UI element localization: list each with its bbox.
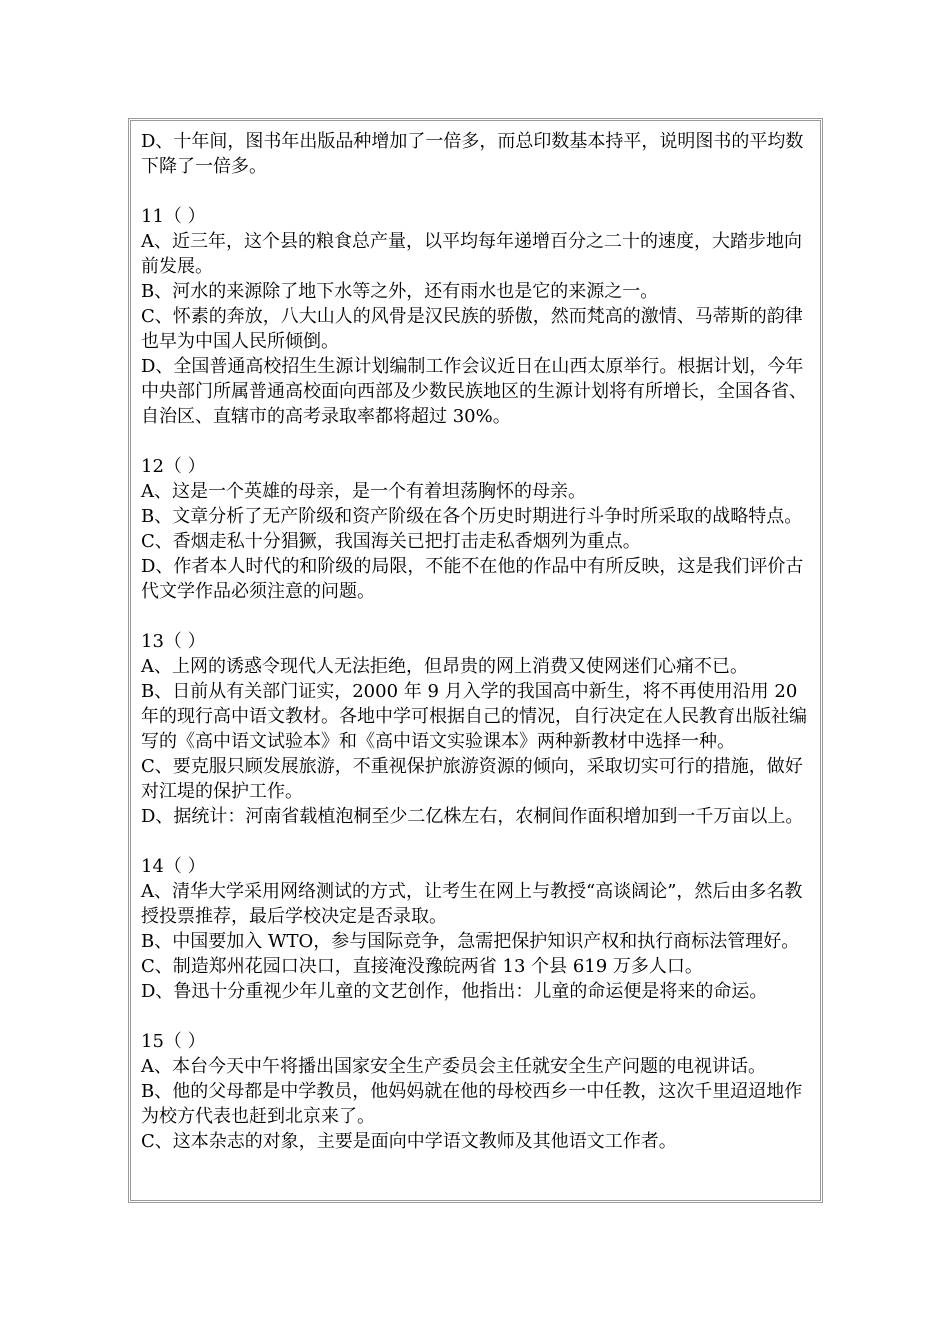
option-d: D、作者本人时代的和阶级的局限，不能不在他的作品中有所反映，这是我们评价古代文学作品必须注意的问题。 [141,556,804,602]
option-b: B、文章分析了无产阶级和资产阶级在各个历史时期进行斗争时所采取的战略特点。 [141,506,803,527]
option-a: A、上网的诱惑令现代人无法拒绝，但昂贵的网上消费又使网迷们心痛不已。 [141,656,748,677]
option-a: A、这是一个英雄的母亲，是一个有着坦荡胸怀的母亲。 [141,481,586,502]
option-c: C、要克服只顾发展旅游，不重视保护旅游资源的倾向，采取切实可行的措施，做好对江堤的保护工作。 [141,756,803,802]
question-12 [141,454,813,604]
question-13 [141,629,813,829]
option-b: B、他的父母都是中学教员，他妈妈就在他的母校西乡一中任教，这次千里迢迢地作为校方代表也赶到北京来了。 [141,1081,803,1127]
spacer [141,429,813,454]
option-a: A、近三年，这个县的粮食总产量，以平均每年递增百分之二十的速度，大踏步地向前发展。 [141,231,802,277]
option-b: B、日前从有关部门证实，2000 年 9 月入学的我国高中新生，将不再使用沿用 20 年的现行高中语文教材。各地中学可根据自己的情况，自行决定在人民教育出版社编写的《高中语文试验本》和《高中语文实验课本》两种新教材中选择一种。 [141,681,807,752]
question-number: 15（ ） [141,1031,206,1052]
option-c: C、制造郑州花园口决口，直接淹没豫皖两省 13 个县 619 万多人口。 [141,956,703,977]
option-a: A、本台今天中午将播出国家安全生产委员会主任就安全生产问题的电视讲话。 [141,1056,766,1077]
question-number: 12（ ） [141,456,206,477]
option-d: D、全国普通高校招生生源计划编制工作会议近日在山西太原举行。根据计划，今年中央部门所属普通高校面向西部及少数民族地区的生源计划将有所增长，全国各省、自治区、直辖市的高考录取率都将超过 30%。 [141,356,807,427]
document-frame [128,118,823,1203]
option-b: B、中国要加入 WTO，参与国际竞争，急需把保护知识产权和执行商标法管理好。 [141,931,800,952]
question-number: 11（ ） [141,206,206,227]
document-body [141,129,813,1154]
spacer [141,604,813,629]
lead-option-d: D、十年间，图书年出版品种增加了一倍多，而总印数基本持平，说明图书的平均数下降了一倍多。 [141,131,804,177]
spacer [141,1004,813,1029]
question-number: 13（ ） [141,631,206,652]
question-11 [141,204,813,429]
option-c: C、这本杂志的对象，主要是面向中学语文教师及其他语文工作者。 [141,1131,677,1152]
question-15 [141,1029,813,1154]
option-d: D、据统计：河南省载植泡桐至少二亿株左右，农桐间作面积增加到一千万亩以上。 [141,806,804,827]
option-a: A、清华大学采用网络测试的方式，让考生在网上与教授“高谈阔论”，然后由多名教授投票推荐，最后学校决定是否录取。 [141,881,803,927]
spacer [141,179,813,204]
option-c: C、怀素的奔放，八大山人的风骨是汉民族的骄傲，然而梵高的激情、马蒂斯的韵律也早为中国人民所倾倒。 [141,306,803,352]
spacer [141,829,813,854]
question-14 [141,854,813,1004]
option-c: C、香烟走私十分猖獗，我国海关已把打击走私香烟列为重点。 [141,531,641,552]
option-b: B、河水的来源除了地下水等之外，还有雨水也是它的来源之一。 [141,281,659,302]
option-d: D、鲁迅十分重视少年儿童的文艺创作，他指出：儿童的命运便是将来的命运。 [141,981,768,1002]
question-number: 14（ ） [141,856,206,877]
